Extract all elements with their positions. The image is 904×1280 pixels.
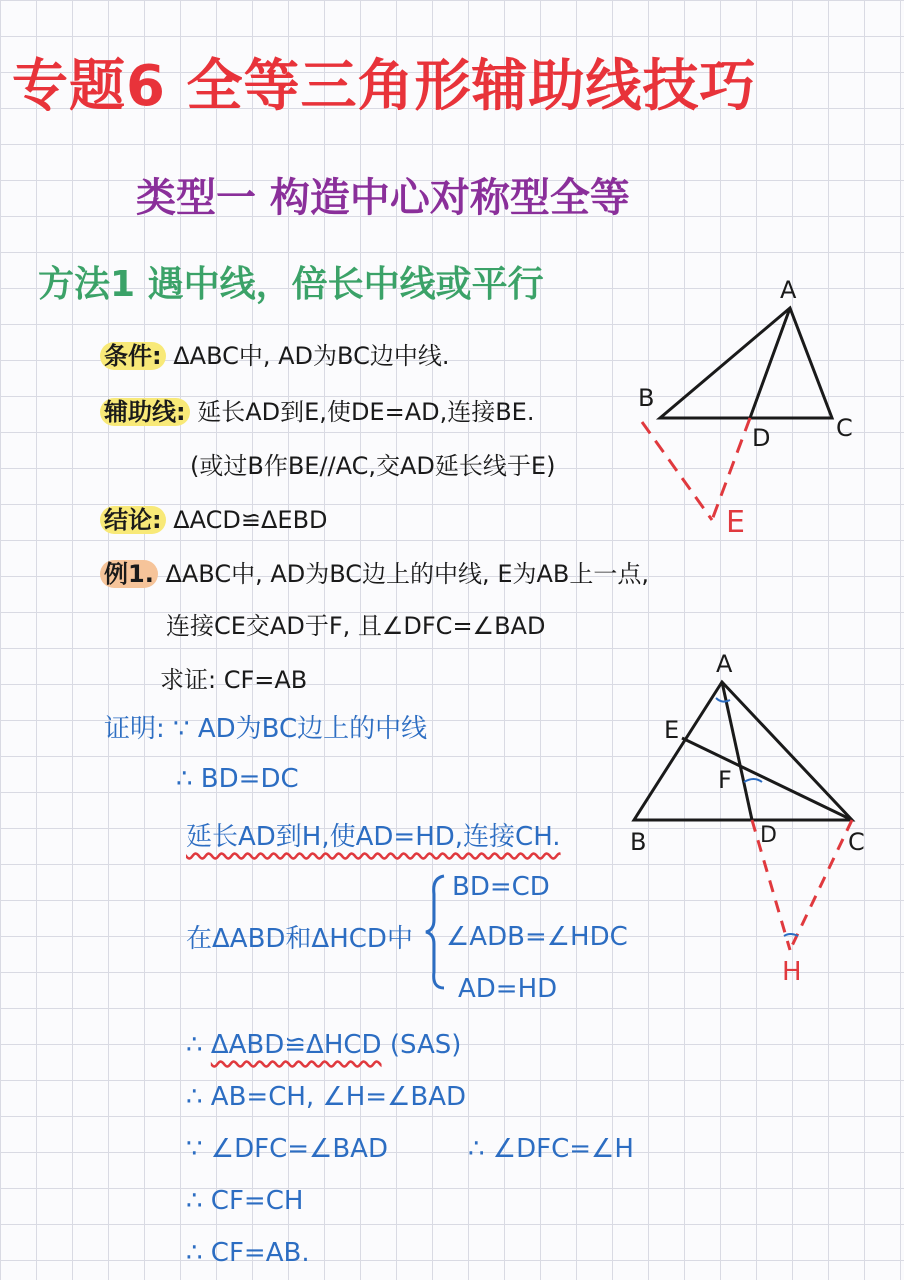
triangle-diagram-2 bbox=[620, 646, 890, 990]
system-line-2: ∠ADB=∠HDC bbox=[446, 922, 628, 952]
proof-congruence-main: ΔABD≌ΔHCD bbox=[210, 1030, 382, 1060]
aux-line-alt: (或过B作BE//AC,交AD延长线于E) bbox=[190, 452, 556, 480]
example-line1 bbox=[100, 554, 649, 589]
label-D: D bbox=[752, 424, 771, 452]
label-D-2: D bbox=[760, 823, 777, 848]
label-C: C bbox=[836, 414, 853, 442]
condition-label: 条件: bbox=[100, 342, 166, 370]
example-line2: 连接CE交AD于F, 且∠DFC=∠BAD bbox=[166, 612, 546, 640]
proof-intro bbox=[104, 708, 427, 745]
proof-line-c4: ∴ CF=CH bbox=[186, 1186, 304, 1216]
proof-line-1: ∴ BD=DC bbox=[176, 764, 299, 794]
proof-congruence bbox=[186, 1030, 461, 1060]
proof-line-c3a: ∵ ∠DFC=∠BAD bbox=[186, 1134, 388, 1164]
conclusion-label: 结论: bbox=[100, 506, 166, 534]
aux-line-row bbox=[100, 392, 534, 427]
system-line-3: AD=HD bbox=[458, 974, 558, 1004]
page-title: 专题6 全等三角形辅助线技巧 bbox=[12, 54, 757, 119]
proof-intro-text: ∵ AD为BC边上的中线 bbox=[173, 714, 428, 744]
proof-line-c3b: ∴ ∠DFC=∠H bbox=[468, 1134, 634, 1164]
proof-line-c5: ∴ CF=AB. bbox=[186, 1238, 310, 1268]
proof-line-2: 延长AD到H,使AD=HD,连接CH. bbox=[186, 822, 561, 852]
label-E: E bbox=[726, 505, 745, 540]
example-label: 例1. bbox=[100, 560, 158, 588]
label-B: B bbox=[638, 384, 655, 412]
conclusion-text: ΔACD≌ΔEBD bbox=[173, 506, 328, 534]
example-prove: 求证: CF=AB bbox=[160, 666, 308, 694]
label-A: A bbox=[780, 276, 797, 304]
proof-congruence-reason: (SAS) bbox=[389, 1030, 462, 1060]
proof-intro-label: 证明: bbox=[104, 714, 165, 744]
label-E-2: E bbox=[664, 716, 680, 744]
condition-text: ΔABC中, AD为BC边中线. bbox=[173, 342, 450, 370]
condition-line bbox=[100, 336, 449, 371]
method-heading: 方法1 遇中线，倍长中线或平行 bbox=[38, 264, 544, 305]
example-text-1: ΔABC中, AD为BC边上的中线, E为AB上一点, bbox=[165, 560, 649, 588]
conclusion-line bbox=[100, 500, 328, 535]
aux-line-text: 延长AD到E,使DE=AD,连接BE. bbox=[197, 398, 535, 426]
proof-in-triangles: 在ΔABD和ΔHCD中 bbox=[186, 924, 413, 954]
label-H-2: H bbox=[782, 957, 802, 987]
proof-congruence-therefore: ∴ bbox=[186, 1030, 203, 1060]
triangle-diagram-1 bbox=[620, 270, 890, 550]
label-F-2: F bbox=[718, 766, 732, 794]
proof-line-c2: ∴ AB=CH, ∠H=∠BAD bbox=[186, 1082, 467, 1112]
aux-line-label: 辅助线: bbox=[100, 398, 190, 426]
label-A-2: A bbox=[716, 650, 733, 678]
type-heading: 类型一 构造中心对称型全等 bbox=[136, 175, 630, 221]
label-C-2: C bbox=[848, 828, 865, 856]
label-B-2: B bbox=[630, 828, 647, 856]
system-line-1: BD=CD bbox=[452, 872, 550, 902]
